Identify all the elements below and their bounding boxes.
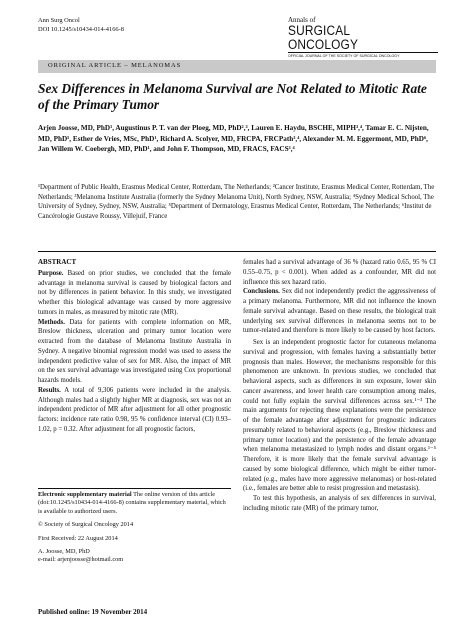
body-text	[243, 338, 436, 514]
body-paragraph: Sex is an independent prognostic factor for cutaneous melanoma survival and progression, with females having a substantially better prognosis than males. However, the mechanisms responsible for this phenomenon are unknown. In previous studies, we concluded that behavioral aspects, such as differences in sun exposure, lower skin cancer awareness, and lower health care consumption among males, could not fully explain the survival differences across sex.¹⁻³ The main arguments for rejecting these explanations were the persistence of the female advantage after adjustment for prognostic indicators presumably related to behavioral aspects (e.g., Breslow thickness and primary tumor location) and the persistence of the female advantage when melanoma metastasized to lymph nodes and distant organs.¹⁻⁵ Therefore, it is more likely that the female survival advantage is caused by some biological difference, which might be either tumor-related (e.g., males have more aggressive melanomas) or host-related (i.e., females are better able to resist progression and metastasis).	[243, 339, 436, 493]
category-label: ORIGINAL ARTICLE – MELANOMAS	[48, 62, 182, 69]
purpose-text: Based on prior studies, we concluded that the female advantage in melanoma survival is caused by biological factors and not by differences in patient behavior. In this study, we investigated whether this biological advantage was caused by more aggressive tumors in males, as measured by mitotic rate (MR).	[38, 269, 231, 316]
esm-text: The online version of this article (doi:10.1245/s10434-014-4166-8) contains supplementary material, which is available to authorized users.	[38, 491, 226, 515]
abstract-column-right	[243, 258, 436, 336]
results-continued: females had a survival advantage of 36 % (hazard ratio 0.65, 95 % CI 0.55–0.75, p < 0.001). When added as a confounder, MR did not influence this sex hazard ratio.	[243, 259, 436, 286]
doi-text[interactable]: DOI 10.1245/s10434-014-4166-8	[38, 25, 124, 33]
journal-logo	[288, 16, 438, 59]
article-header	[38, 17, 124, 34]
methods-label: Methods.	[38, 318, 65, 326]
abstract-conclusions	[243, 287, 436, 336]
journal-logo-annals: Annals of	[288, 16, 316, 24]
divider-top	[38, 251, 436, 252]
results-label: Results.	[38, 386, 61, 394]
methods-text: Data for patients with complete information on MR, Breslow thickness, ulceration and primary tumor location were extracted from the database of Melanoma Institute Australia in Sydney. A negative binomial regression model was used to assess the independent predictive value of sex for MR. Also, the impact of MR on the sex survival advantage was investigated using Cox proportional hazards models.	[38, 318, 231, 384]
author-list: Arjen Joosse, MD, PhD¹, Augustinus P. T. van der Ploeg, MD, PhD²,³, Lauren E. Haydu, BSCHE, MIPH³,⁴, Tamar E. C. Nijsten, MD, PhD⁵, Esther de Vries, MSc, PhD¹, Richard A. Scolyer, MD, FRCPA, FRCPath³,⁴, Alexander M. M. Eggermont, MD, PhD⁶, Jan Willem W. Coebergh, MD, PhD¹, and John F. Thompson, MD, FRACS, FACS³,⁴	[38, 124, 429, 154]
footnote-divider	[38, 488, 231, 489]
body-paragraph: To test this hypothesis, an analysis of sex differences in survival, including mitotic rate (MR) of the primary tumor,	[243, 495, 436, 512]
copyright: © Society of Surgical Oncology 2014	[38, 521, 134, 529]
corresponding-author: A. Joosse, MD, PhD	[38, 548, 90, 556]
received-date: First Received: 22 August 2014	[38, 534, 118, 542]
conclusions-text: Sex did not independently predict the aggressiveness of a primary melanoma. Furthermore, MR did not influence the known female survival advantage. Based on these results, the biological trait underlying sex survival differences in melanoma seems not to be tumor-related and therefore is more likely to be caused by host factors.	[243, 288, 436, 335]
journal-logo-name: SURGICAL ONCOLOGY	[288, 23, 359, 52]
footnotes	[38, 491, 231, 565]
abstract-heading: ABSTRACT	[38, 258, 77, 266]
esm-note	[38, 491, 231, 516]
abstract-results	[38, 386, 231, 435]
affiliations: ¹Department of Public Health, Erasmus Medical Center, Rotterdam, The Netherlands; ²Cancer Institute, Erasmus Medical Center, Rotterdam, The Netherlands; ³Melanoma Institute Australia (formerly the Sydney Melanoma Unit), North Sydney, NSW, Australia; ⁴Sydney Medical School, The University of Sydney, Sydney, NSW, Australia; ⁵Department of Dermatology, Erasmus Medical Center, Rotterdam, The Netherlands; ⁶Institut de Cancérologie Gustave Roussy, Villejuif, France	[38, 184, 435, 220]
abstract-column	[38, 258, 231, 435]
results-text: A total of 9,306 patients were included in the analysis. Although males had a slightly higher MR at diagnosis, sex was not an independent predictor of MR after adjustment for all other prognostic factors: incidence rate ratio 0.98, 95 % confidence interval (CI) 0.93–1.02, p = 0.32. After adjustment for all prognostic factors,	[38, 386, 231, 433]
email[interactable]: e-mail: arjenjoosse@hotmail.com	[38, 556, 124, 564]
purpose-label: Purpose.	[38, 269, 64, 277]
esm-label: Electronic supplementary material	[38, 491, 132, 498]
article-title: Sex Differences in Melanoma Survival are Not Related to Mitotic Rate of the Primary Tumor	[38, 81, 427, 112]
abstract-methods	[38, 318, 231, 386]
published-online: Published online: 19 November 2014	[38, 608, 148, 616]
abstract-purpose	[38, 269, 231, 318]
category-bar	[38, 60, 436, 73]
journal-logo-subtitle: OFFICIAL JOURNAL OF THE SOCIETY OF SURGICAL ONCOLOGY	[288, 52, 438, 59]
journal-short-name: Ann Surg Oncol	[38, 17, 80, 24]
conclusions-label: Conclusions.	[243, 288, 280, 296]
